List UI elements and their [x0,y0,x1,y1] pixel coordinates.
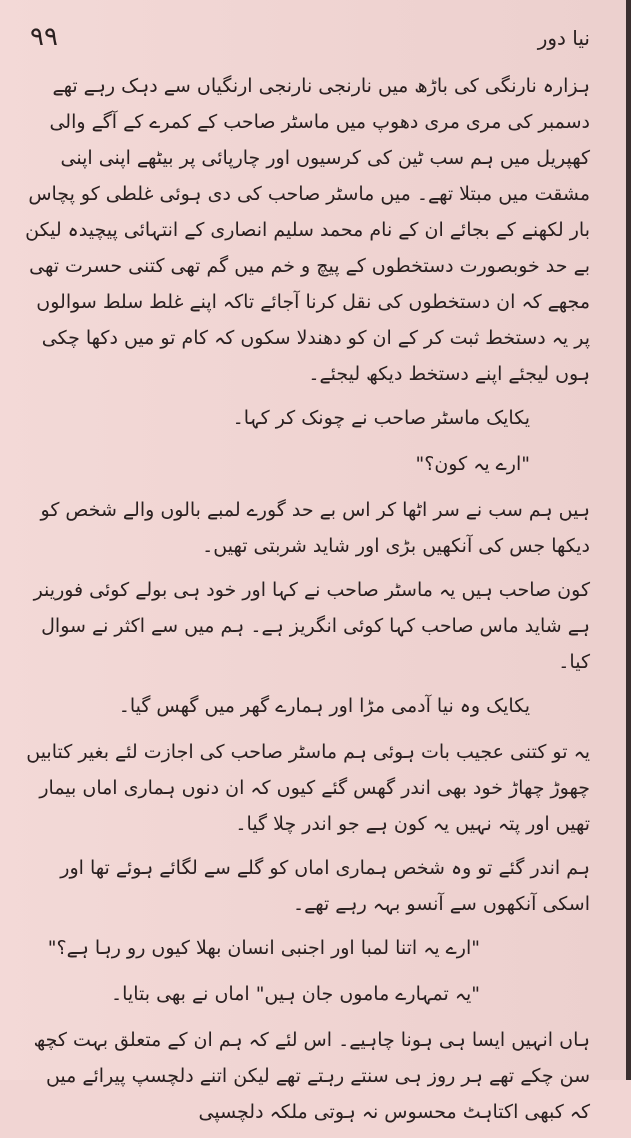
paragraph-entered-house: یکایک وہ نیا آدمی مڑا اور ہمارے گھر میں گھس گیا۔ [118,695,530,717]
page-number: ۹۹ [30,22,58,52]
body-text [22,68,590,1138]
running-head: نیا دور [537,26,590,50]
paragraph-uncle: "یہ تمہارے ماموں جان ہیں" اماں نے بھی بتایا۔ [111,983,480,1005]
paragraph-why-crying: "ارے یہ اتنا لمبا اور اجنبی انسان بھلا کیوں رو رہا ہے؟" [47,937,480,959]
page-header [30,22,590,62]
paragraph-who-is-this: "ارے یہ کون؟" [415,453,530,475]
paragraph-closing: ہاں انہیں ایسا ہی ہونا چاہیے۔ اس لئے کہ ہم ان کے متعلق بہت کچھ سن چکے تھے ہر روز ہی سنتے رہتے تھے لیکن اتنے دلچسپ پیرائے میں کہ کبھی اکتاہٹ محسوس نہ ہوتی ملکہ دلچسپی [33,1029,590,1123]
paragraph-went-inside: ہم اندر گئے تو وہ شخص ہماری اماں کو گلے سے لگائے ہوئے تھا اور اسکی آنکھوں سے آنسو بہہ رہے تھے۔ [60,857,590,915]
paragraph-master-spoke: یکایک ماسٹر صاحب نے چونک کر کہا۔ [232,407,530,429]
paragraph-opening: ہزارہ نارنگی کی باڑھ میں نارنجی نارنجی ارنگیاں سے دہک رہے تھے دسمبر کی مری مری دھوپ میں ماسٹر صاحب کے کمرے کے آگے والی کھپریل میں ہم سب ٹین کی کرسیوں اور چارپائی پر بیٹھے اپنی اپنی مشقت میں مبتلا تھے۔ میں ماسٹر صاحب کی دی ہوئی غلطی کو پچاس بار لکھنے کے بجائے ان کے نام محمد سلیم انصاری کے انتہائی پیچیدہ لیکن بے حد خوبصورت دستخطوں کے پیچ و خم میں گم تھی کتنی حسرت تھی مجھے کہ ان دستخطوں کی نقل کرنا آجائے تاکہ اپنے غلط سلط سوالوں پر یہ دستخط ثبت کر کے ان کو دھندلا سکوں کہ کام تو میں دکھا چکی ہوں لیجئے اپنے دستخط دیکھ لیجئے۔ [25,75,590,385]
paragraph-foreigner: کون صاحب ہیں یہ ماسٹر صاحب نے کہا اور خود ہی بولے کوئی فورینر ہے شاید ماس صاحب کہا کوئی انگریز ہے۔ ہم میں سے اکثر نے سوال کیا۔ [33,579,590,673]
paragraph-strange-thing: یہ تو کتنی عجیب بات ہوئی ہم ماسٹر صاحب کی اجازت لئے بغیر کتابیں چھوڑ چھاڑ خود بھی اندر گھس گئے کیوں کہ ان دنوں ہماری اماں بیمار تھیں اور پتہ نہیں یہ کون ہے جو اندر چلا گیا۔ [26,741,590,835]
paragraph-stranger: ہیں ہم سب نے سر اٹھا کر اس بے حد گورے لمبے بالوں والے شخص کو دیکھا جس کی آنکھیں بڑی اور شاید شربتی تھیں۔ [40,499,590,557]
